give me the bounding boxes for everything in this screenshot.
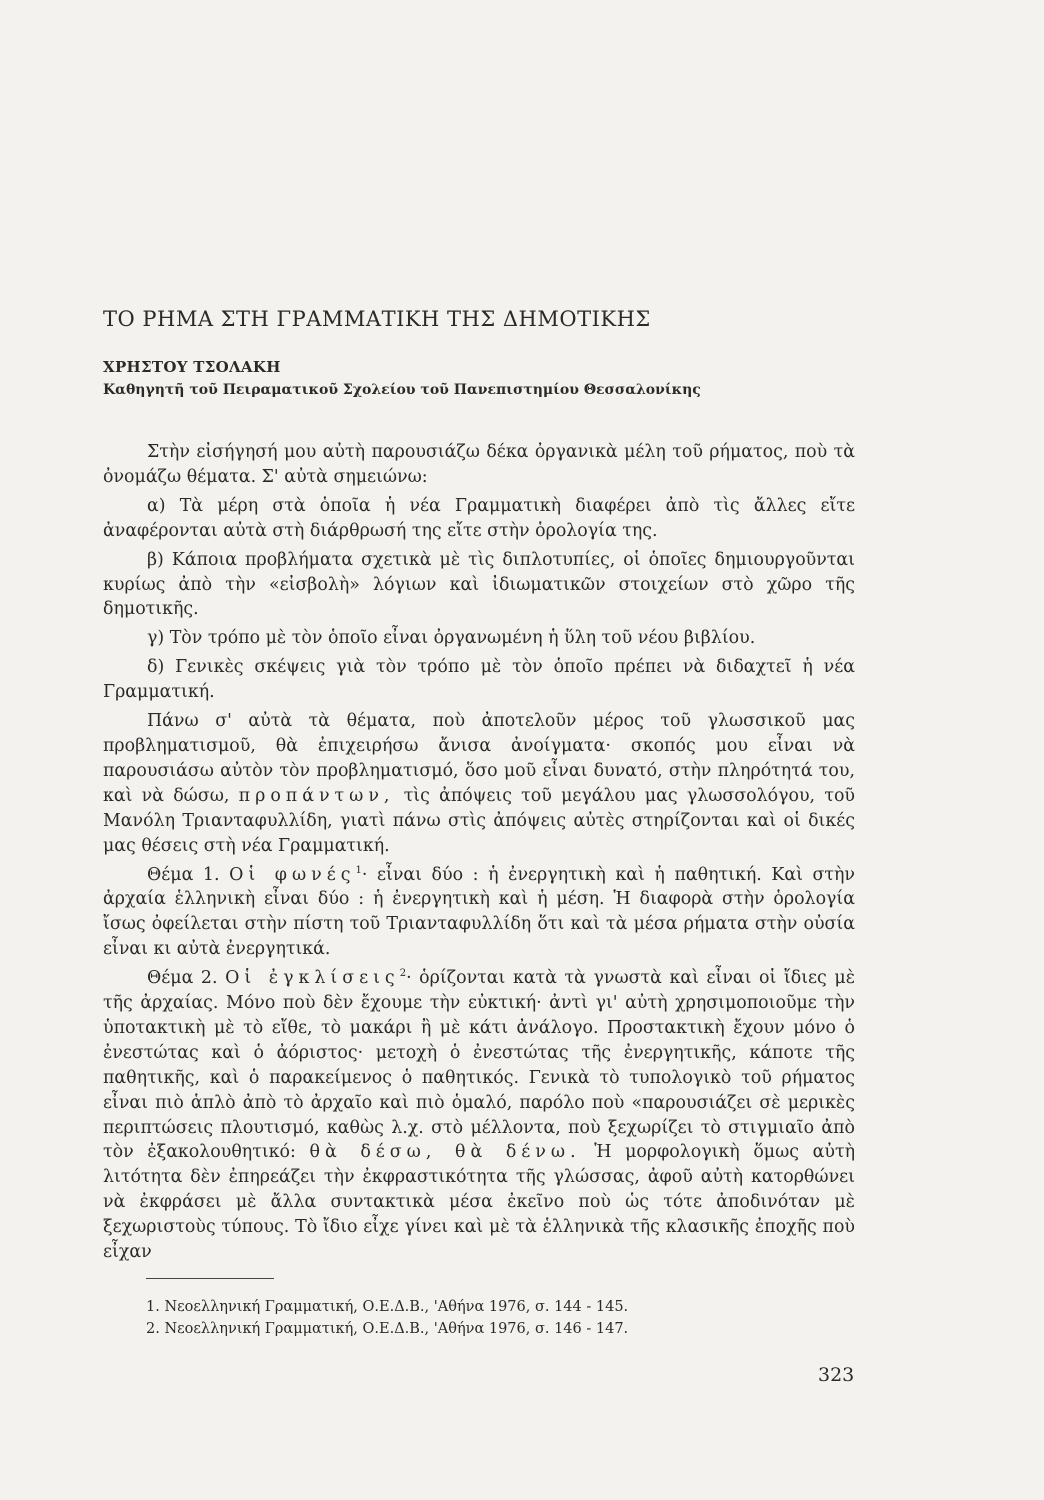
theme-2-term: Οἱ ἐγκλίσεις <box>225 968 400 989</box>
theme-1-term: Οἱ φωνές <box>229 864 356 885</box>
page-number: 323 <box>818 1364 855 1386</box>
paragraph-issues-part1: Πάνω σ' αὐτὰ τὰ θέματα, ποὺ ἀποτελοῦν μέρος τοῦ γλωσσικοῦ μας προβληματισμοῦ, θὰ ἐπιχειρήσω ἄνισα ἀνοίγματα· σκοπός μου εἶναι νὰ παρουσιάσω αὐτὸν τὸν προβληματισμό, ὅσο μοῦ εἶναι δυνατό, στὴν πληρότητά του, καὶ νὰ δώσω, <box>103 711 855 806</box>
footnote-ref-2: 2 <box>399 968 407 980</box>
footnote-1: 1. Νεοελληνική Γραμματική, Ο.Ε.Δ.Β., 'Αθήνα 1976, σ. 144 - 145. <box>146 1299 629 1315</box>
paragraph-issues-part2: τὶς ἀπόψεις τοῦ μεγάλου μας γλωσσολόγου, τοῦ Μανόλη Τριανταφυλλίδη, γιατὶ πάνω στὶς ἀπόψεις αὐτὲς στηρίζονται καὶ οἱ δικές μας θέσεις στὴ νέα Γραμματική. <box>103 785 855 856</box>
paragraph-item-c: γ) Τὸν τρόπο μὲ τὸν ὁποῖο εἶναι ὀργανωμένη ἡ ὕλη τοῦ νέου βιβλίου. <box>147 628 756 649</box>
footnote-2: 2. Νεοελληνική Γραμματική, Ο.Ε.Δ.Β., 'Αθήνα 1976, σ. 146 - 147. <box>146 1321 629 1337</box>
paragraph-intro: Στὴν εἰσήγησή μου αὐτὴ παρουσιάζω δέκα ὀργανικὰ μέλη τοῦ ρήματος, ποὺ τὰ ὀνομάζω θέματα. Σ' αὐτὰ σημειώνω: <box>103 442 855 487</box>
theme-2-label: Θέμα 2. <box>147 968 218 989</box>
author-affiliation: Καθηγητῆ τοῦ Πειραματικοῦ Σχολείου τοῦ Πανεπιστημίου Θεσσαλονίκης <box>103 382 701 398</box>
article-body <box>103 440 855 1265</box>
paragraph-theme-1 <box>103 863 855 963</box>
footnote-ref-1: 1 <box>355 864 362 876</box>
paragraph-issues <box>103 709 855 858</box>
theme-2-text-cont: Ἡ μορφολογικὴ ὅμως αὐτὴ λιτότητα δὲν ἐπηρεάζει τὴν ἐκφραστικότητα τῆς γλώσσας, ἀφοῦ αὐτὴ κατορθώνει νὰ ἐκφράσει μὲ ἄλλα συντακτικὰ μέσα ἐκεῖνο ποὺ ὡς τότε ἀποδινόταν μὲ ξεχωριστοὺς τύπους. Τὸ ἴδιο εἶχε γίνει καὶ μὲ τὰ ἑλληνικὰ τῆς κλασικῆς ἐποχῆς ποὺ εἶχαν <box>103 1142 856 1263</box>
theme-1-label: Θέμα 1. <box>147 864 220 885</box>
paragraph-item-d: δ) Γενικὲς σκέψεις γιὰ τὸν τρόπο μὲ τὸν ὁποῖο πρέπει νὰ διδαχτεῖ ἡ νέα Γραμματική. <box>103 657 855 703</box>
footnote-divider <box>146 1278 274 1279</box>
author-name: ΧΡΗΣΤΟΥ ΤΣΟΛΑΚΗ <box>103 358 281 376</box>
paragraph-theme-2 <box>103 966 855 1265</box>
theme-1-text: · εἶναι δύο : ἡ ἐνεργητικὴ καὶ ἡ παθητική. Καὶ στὴν ἀρχαία ἑλληνικὴ εἶναι δύο : ἡ ἐνεργητικὴ καὶ ἡ μέση. Ἡ διαφορὰ στὴν ὁρολογία ἴσως ὀφείλεται στὴν πίστη τοῦ Τριανταφυλλίδη ὅτι καὶ τὰ μέσα ρήματα στὴν οὐσία εἶναι κι αὐτὰ ἐνεργητικά. <box>103 864 856 960</box>
paragraph-item-b: β) Κάποια προβλήματα σχετικὰ μὲ τὶς διπλοτυπίες, οἱ ὁποῖες δημιουργοῦνται κυρίως ἀπὸ τὴν «εἰσβολὴ» λόγιων καὶ ἰδιωματικῶν στοιχείων στὸ χῶρο τῆς δημοτικῆς. <box>103 549 855 620</box>
paragraph-item-a: α) Τὰ μέρη στὰ ὁποῖα ἡ νέα Γραμματικὴ διαφέρει ἀπὸ τὶς ἄλλες εἴτε ἀναφέρονται αὐτὰ στὴ διάρθρωσή της εἴτε στὴν ὁρολογία της. <box>103 495 855 541</box>
theme-2-example: θὰ δέσω, θὰ δένω. <box>309 1142 581 1163</box>
emphasis-text: προπάντων, <box>238 785 395 806</box>
footnotes <box>146 1296 628 1340</box>
theme-2-text: · ὁρίζονται κατὰ τὰ γνωστὰ καὶ εἶναι οἱ ἴδιες μὲ τῆς ἀρχαίας. Μόνο ποὺ δὲν ἔχουμε τὴν εὐκτική· ἀντὶ γι' αὐτὴ χρησιμοποιοῦμε τὴν ὑποτακτικὴ μὲ τὸ εἴθε, τὸ μακάρι ἢ μὲ κάτι ἀνάλογο. Προστακτικὴ ἔχουν μόνο ὁ ἐνεστώτας καὶ ὁ ἀόριστος· μετοχὴ ὁ ἐνεστώτας τῆς ἐνεργητικῆς, κάποτε τῆς παθητικῆς, καὶ ὁ παρακείμενος ὁ παθητικός. Γενικὰ τὸ τυπολογικὸ τοῦ ρήματος εἶναι πιὸ ἁπλὸ ἀπὸ τὸ ἀρχαῖο καὶ πιὸ ὁμαλό, παρόλο ποὺ «παρουσιάζει σὲ μερικὲς περιπτώσεις πλουτισμό, καθὼς λ.χ. στὸ μέλλοντα, ποὺ ξεχωρίζει τὸ στιγμιαῖο ἀπὸ τὸν ἐξακολουθητικό: <box>103 968 856 1163</box>
article-title: ΤΟ ΡΗΜΑ ΣΤΗ ΓΡΑΜΜΑΤΙΚΗ ΤΗΣ ΔΗΜΟΤΙΚΗΣ <box>103 307 651 331</box>
